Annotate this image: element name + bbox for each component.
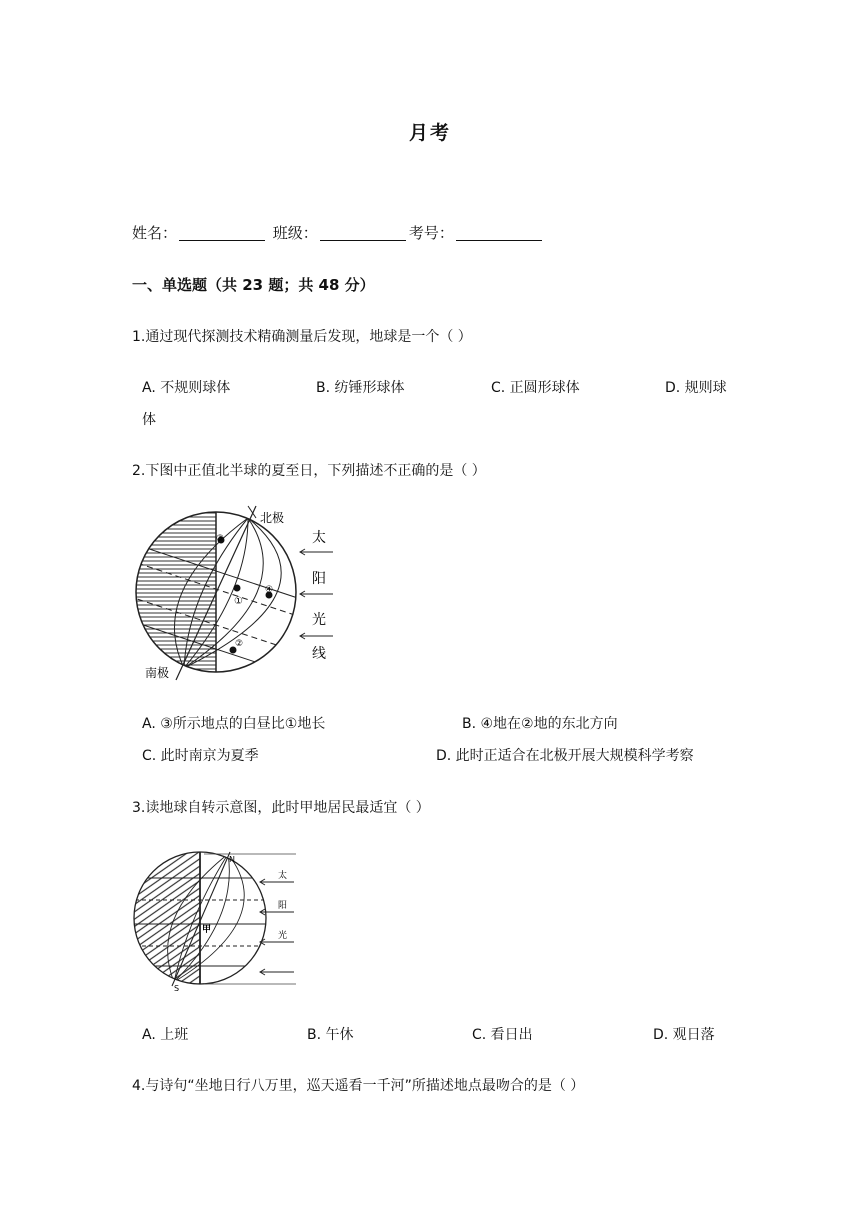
q1-option-c[interactable]: C. 正圆形球体 — [491, 380, 580, 396]
sunray-char-4: 线 — [312, 646, 326, 662]
exam-no-label: 考号： — [408, 224, 454, 242]
question-3-stem: 3.读地球自转示意图，此时甲地居民最适宜（ ） — [132, 800, 430, 816]
q1-option-d[interactable]: D. 规则球 — [665, 380, 727, 396]
sunray-char-1: 太 — [312, 530, 326, 546]
exam-no-blank[interactable] — [456, 240, 542, 241]
name-label: 姓名： — [132, 224, 178, 242]
class-label: 班级： — [272, 224, 318, 242]
north-pole-label: 北极 — [260, 511, 285, 525]
class-blank[interactable] — [320, 240, 406, 241]
q2-option-b[interactable]: B. ④地在②地的东北方向 — [462, 716, 618, 732]
q2-option-a[interactable]: A. ③所示地点的白昼比①地长 — [142, 716, 326, 732]
q3-option-c[interactable]: C. 看日出 — [472, 1027, 533, 1043]
q2-option-d[interactable]: D. 此时正适合在北极开展大规模科学考察 — [436, 748, 694, 764]
sunray3-char-3: 光 — [278, 931, 288, 941]
q1-option-b[interactable]: B. 纺锤形球体 — [316, 380, 405, 396]
marker-2: ② — [235, 639, 244, 649]
jia-label: 甲 — [202, 925, 212, 935]
student-info-line — [132, 222, 545, 243]
section-heading: 一、单选题（共 23 题；共 48 分） — [132, 276, 375, 294]
marker-1: ① — [234, 596, 243, 607]
q1-option-d-wrap: 体 — [142, 412, 156, 428]
n-label: N — [229, 855, 235, 864]
earth-summer-solstice-diagram — [128, 500, 343, 686]
s-label: S — [174, 984, 180, 993]
sunray3-char-1: 太 — [278, 871, 288, 881]
question-4-stem: 4.与诗句“坐地日行八万里，巡天遥看一千河”所描述地点最吻合的是（ ） — [132, 1078, 585, 1094]
question-2-stem: 2.下图中正值北半球的夏至日，下列描述不正确的是（ ） — [132, 463, 486, 479]
q3-option-a[interactable]: A. 上班 — [142, 1027, 189, 1043]
marker-3: ③ — [216, 534, 225, 544]
question-1-stem: 1.通过现代探测技术精确测量后发现，地球是一个（ ） — [132, 329, 472, 345]
sunray-char-3: 光 — [312, 612, 326, 628]
q3-option-d[interactable]: D. 观日落 — [653, 1027, 715, 1043]
marker-4: ④ — [265, 585, 274, 595]
q2-option-c[interactable]: C. 此时南京为夏季 — [142, 748, 259, 764]
south-pole-label: 南极 — [145, 666, 170, 680]
page-title: 月考 — [408, 122, 451, 144]
sunray-char-2: 阳 — [312, 571, 326, 587]
sunray3-char-2: 阳 — [278, 901, 288, 911]
name-blank[interactable] — [179, 240, 265, 241]
earth-rotation-diagram — [128, 848, 300, 994]
q1-option-a[interactable]: A. 不规则球体 — [142, 380, 231, 396]
q3-option-b[interactable]: B. 午休 — [307, 1027, 354, 1043]
